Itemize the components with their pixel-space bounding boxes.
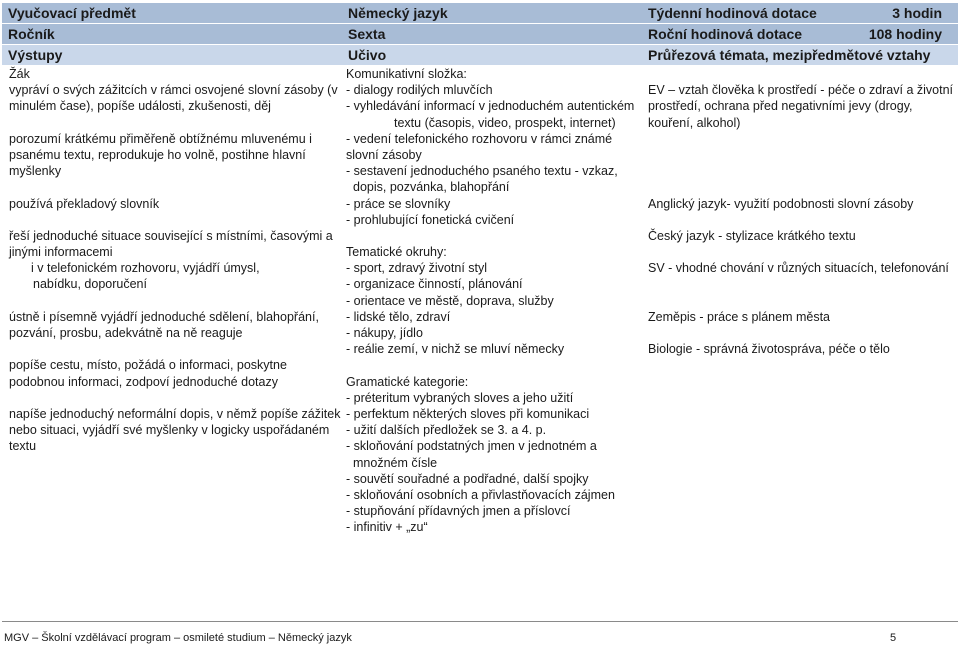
value-subject: Německý jazyk — [342, 3, 642, 23]
label-grade: Ročník — [2, 24, 342, 44]
outputs-line: Žák — [9, 67, 30, 81]
themes-spacer — [648, 212, 958, 228]
content-line: - organizace činností, plánování — [346, 277, 523, 292]
outputs-line: popíše cestu, místo, požádá o informaci, poskytne — [9, 358, 287, 373]
outputs-line: nabídku, doporučení — [33, 277, 147, 292]
content-line: slovní zásoby — [346, 147, 422, 162]
outputs-spacer — [9, 390, 342, 406]
outputs-line: ústně i písemně vyjádří jednoduché sdělení, blahopřání, — [9, 309, 319, 324]
footer-divider — [2, 621, 958, 622]
outputs-line: podobnou informaci, zodpoví jednoduché dotazy — [9, 374, 278, 389]
content-line: - dialogy rodilých mluvčích — [346, 83, 493, 98]
content-line: množném čísle — [353, 455, 438, 470]
column-header-row — [2, 45, 958, 66]
content-line: - sestavení jednoduchého psaného textu - vzkaz, — [346, 164, 618, 179]
themes-spacer — [648, 131, 958, 147]
outputs-line: pozvání, prosbu, adekvátně na ně reaguje — [9, 326, 243, 340]
table-body — [2, 66, 958, 535]
content-line: - vyhledávání informací v jednoduchém autentickém — [346, 99, 635, 114]
outputs-spacer — [9, 293, 342, 309]
label-subject: Vyučovací předmět — [2, 3, 342, 23]
outputs-line: řeší jednoduché situace související s místními, časovými a — [9, 228, 333, 243]
value-weekly-hours: 3 hodin — [892, 5, 942, 21]
yearly-hours — [642, 24, 958, 44]
themes-line: Zeměpis - práce s plánem města — [648, 309, 831, 324]
content-section-title: Komunikativní složka: — [346, 67, 467, 81]
content-line: - stupňování přídavných jmen a příslovcí — [346, 504, 571, 519]
content-line: - prohlubující fonetická cvičení — [346, 212, 515, 227]
content-line: - skloňování podstatných jmen v jednotném a — [346, 439, 597, 454]
content-line: - práce se slovníky — [346, 196, 451, 211]
outputs-line: vypráví o svých zážitcích v rámci osvojené slovní zásoby (v — [9, 83, 338, 98]
content-line: - vedení telefonického rozhovoru v rámci známé — [346, 131, 613, 146]
outputs-line: minulém čase), popíše události, zkušenosti, děj — [9, 99, 271, 114]
themes-spacer — [648, 276, 958, 292]
outputs-spacer — [9, 212, 342, 228]
themes-line: Český jazyk - stylizace krátkého textu — [648, 228, 856, 243]
content-line: - lidské tělo, zdraví — [346, 309, 451, 324]
content-line: textu (časopis, video, prospekt, internet) — [394, 115, 616, 130]
themes-spacer — [648, 163, 958, 179]
outputs-line: myšlenky — [9, 164, 62, 179]
outputs-line: i v telefonickém rozhovoru, vyjádří úmysl, — [31, 261, 260, 276]
content-line: - skloňování osobních a přivlastňovacích zájmen — [346, 487, 615, 502]
themes-spacer — [648, 179, 958, 195]
themes-line: prostředí, ochrana před negativními jevy (drogy, — [648, 99, 913, 114]
value-grade: Sexta — [342, 24, 642, 44]
label-yearly-hours: Roční hodinová dotace — [648, 26, 803, 42]
themes-line: Anglický jazyk- využití podobnosti slovní zásoby — [648, 196, 914, 211]
themes-spacer — [648, 66, 958, 82]
themes-spacer — [648, 244, 958, 260]
header-row-grade — [2, 24, 958, 45]
outputs-column — [2, 66, 342, 535]
content-line: - préteritum vybraných sloves a jeho užití — [346, 390, 574, 405]
outputs-line: napíše jednoduchý neformální dopis, v němž popíše zážitek — [9, 406, 341, 421]
themes-line: kouření, alkohol) — [648, 115, 741, 130]
themes-spacer — [648, 147, 958, 163]
outputs-line: textu — [9, 439, 37, 454]
content-line: - souvětí souřadné a podřadné, další spojky — [346, 471, 589, 486]
content-line: - sport, zdravý životní styl — [346, 261, 488, 276]
outputs-spacer — [9, 341, 342, 357]
themes-line: EV – vztah člověka k prostředí - péče o zdraví a životní — [648, 83, 954, 98]
content-spacer — [346, 357, 642, 373]
curriculum-table — [2, 3, 958, 535]
content-line: - nákupy, jídlo — [346, 326, 423, 340]
content-spacer — [346, 228, 642, 244]
content-line: - užití dalších předložek se 3. a 4. p. — [346, 423, 547, 438]
page-number: 5 — [890, 632, 897, 644]
content-line: - reálie zemí, v nichž se mluví německy — [346, 342, 565, 357]
footer-text: MGV – Školní vzdělávací program – osmileté studium – Německý jazyk — [4, 632, 352, 644]
themes-line: Biologie - správná životospráva, péče o tělo — [648, 342, 890, 357]
weekly-hours — [642, 3, 958, 23]
column-header-outputs: Výstupy — [2, 45, 342, 65]
value-yearly-hours: 108 hodiny — [868, 26, 942, 42]
outputs-line: psanému textu, reprodukuje ho volně, postihne hlavní — [9, 147, 306, 162]
outputs-spacer — [9, 115, 342, 131]
header-row-subject — [2, 3, 958, 24]
column-header-themes: Průřezová témata, mezipředmětové vztahy — [642, 45, 958, 65]
themes-spacer — [648, 325, 958, 341]
content-section-title: Tematické okruhy: — [346, 245, 447, 260]
outputs-spacer — [9, 179, 342, 195]
content-line: - orientace ve městě, doprava, služby — [346, 293, 554, 308]
content-section-title: Gramatické kategorie: — [346, 374, 469, 389]
themes-column — [642, 66, 958, 535]
outputs-line: nebo situaci, vyjádří své myšlenky v logicky uspořádaném — [9, 423, 330, 438]
label-weekly-hours: Týdenní hodinová dotace — [648, 5, 817, 21]
themes-spacer — [648, 293, 958, 309]
outputs-line: porozumí krátkému přiměřeně obtížnému mluvenému i — [9, 131, 312, 146]
content-line: dopis, pozvánka, blahopřání — [353, 180, 510, 195]
outputs-line: používá překladový slovník — [9, 196, 160, 211]
content-column — [342, 66, 642, 535]
content-line: - infinitiv + „zu“ — [346, 520, 428, 535]
themes-line: SV - vhodné chování v různých situacích, telefonování — [648, 261, 949, 276]
column-header-content: Učivo — [342, 45, 642, 65]
content-line: - perfektum některých sloves při komunikaci — [346, 406, 590, 421]
outputs-line: jinými informacemi — [9, 245, 113, 260]
